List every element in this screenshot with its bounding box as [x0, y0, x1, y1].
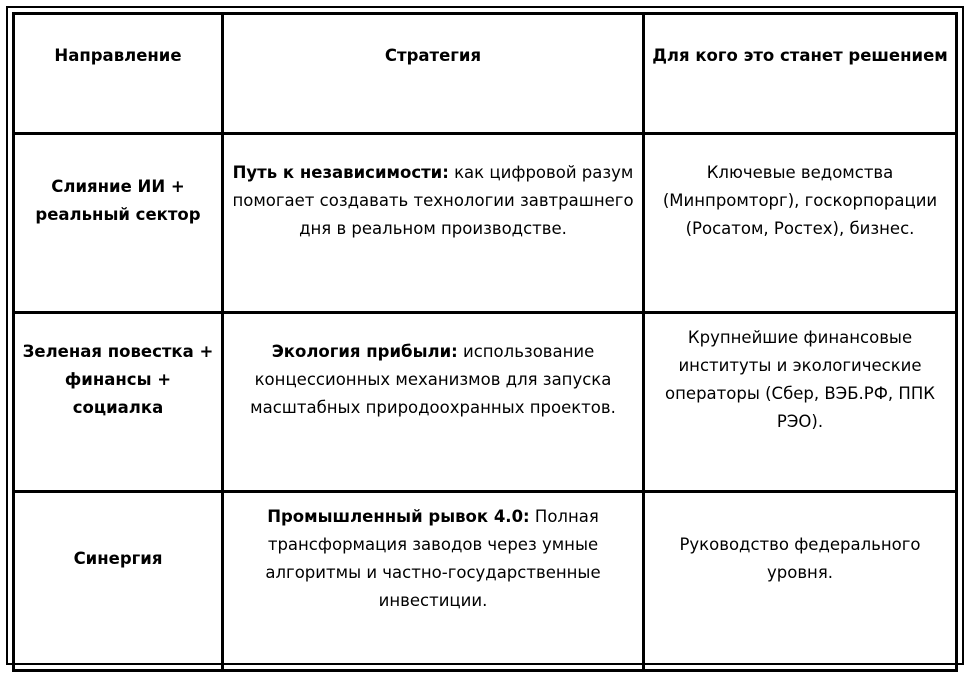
direction-cell: Синергия: [14, 492, 223, 671]
table-header-row: [14, 14, 957, 134]
table-frame: [6, 6, 964, 665]
strategy-text: использование концессионных механизмов для запуска масштабных природоохранных проектов.: [250, 342, 616, 417]
header-direction: Направление: [14, 14, 223, 134]
strategy-table: [12, 12, 958, 672]
strategy-title: Путь к независимости:: [232, 163, 449, 182]
audience-cell: Крупнейшие финансовые институты и экологические операторы (Сбер, ВЭБ.РФ, ППК РЭО).: [644, 313, 957, 492]
strategy-cell: [223, 492, 644, 671]
audience-cell: Ключевые ведомства (Минпромторг), госкорпорации (Росатом, Ростех), бизнес.: [644, 134, 957, 313]
strategy-title: Промышленный рывок 4.0:: [267, 507, 530, 526]
strategy-text: Полная трансформация заводов через умные алгоритмы и частно-государственные инвестиции.: [265, 507, 601, 610]
strategy-cell: [223, 134, 644, 313]
audience-cell: Руководство федерального уровня.: [644, 492, 957, 671]
table-row: [14, 134, 957, 313]
table-row: [14, 313, 957, 492]
strategy-cell: [223, 313, 644, 492]
header-strategy: Стратегия: [223, 14, 644, 134]
header-audience: Для кого это станет решением: [644, 14, 957, 134]
direction-cell: Зеленая повестка + финансы + социалка: [14, 313, 223, 492]
strategy-text: как цифровой разум помогает создавать технологии завтрашнего дня в реальном производстве.: [232, 163, 634, 238]
direction-cell: Слияние ИИ + реальный сектор: [14, 134, 223, 313]
strategy-title: Экология прибыли:: [271, 342, 458, 361]
table-row: [14, 492, 957, 671]
